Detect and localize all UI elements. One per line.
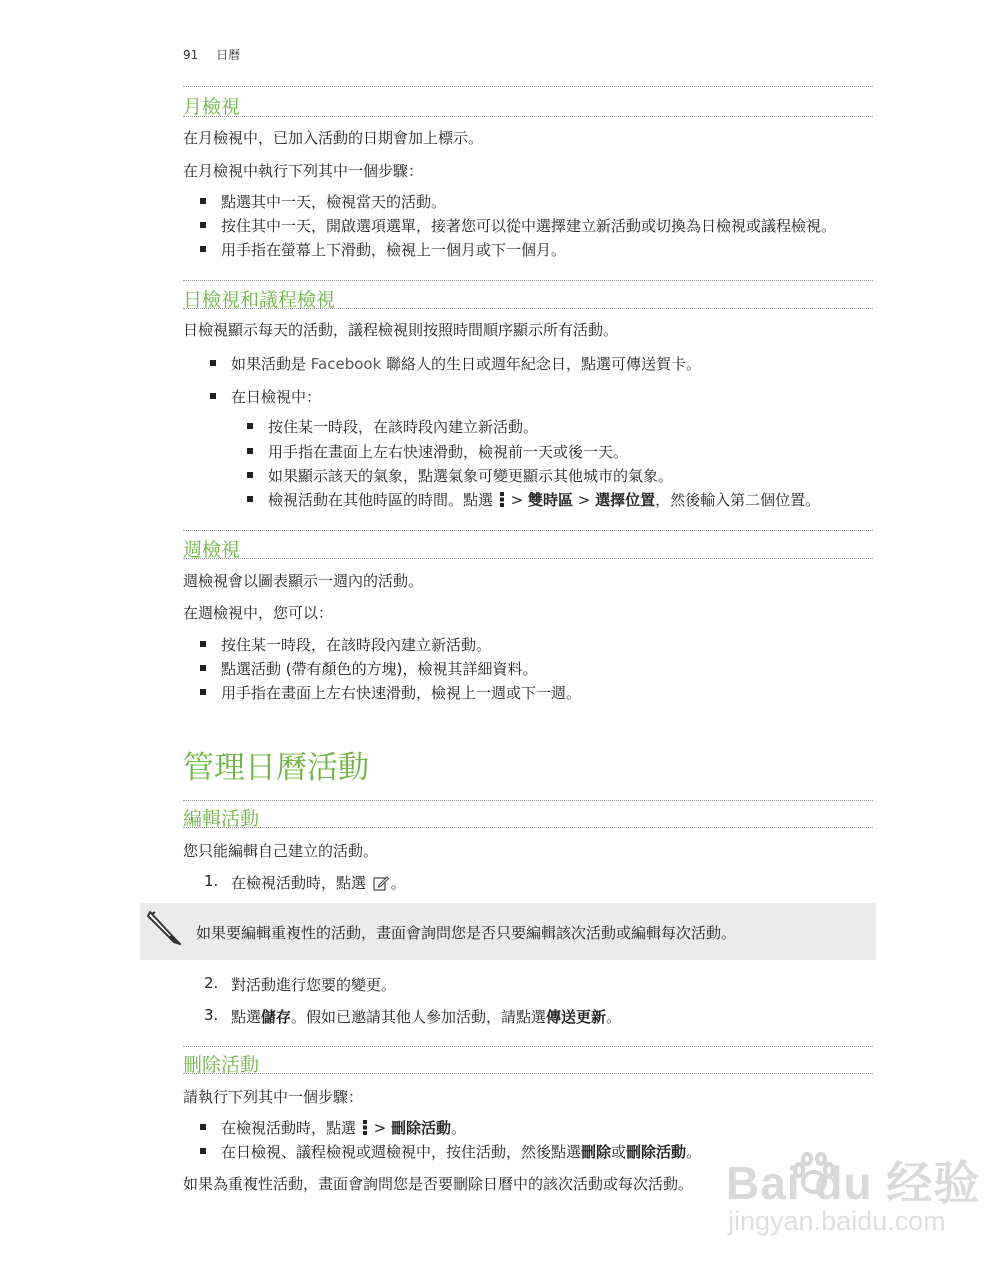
list-item: 點選活動 (帶有顏色的方塊)，檢視其詳細資料。	[221, 660, 538, 678]
separator: >	[373, 1119, 387, 1137]
text-run: 。	[686, 1143, 702, 1161]
week-view-heading: 週檢視	[183, 539, 241, 561]
text-run: 如果活動是	[231, 355, 311, 373]
watermark-logo: Bai du 经验	[726, 1157, 981, 1209]
list-item: 用手指在畫面上左右快速滑動，檢視上一週或下一週。	[221, 684, 582, 702]
section-divider	[183, 800, 873, 801]
send-update-label: 傳送更新	[546, 1008, 607, 1026]
list-item: 按住某一時段，在該時段內建立新活動。	[221, 636, 492, 654]
delete-event-label: 刪除活動	[626, 1143, 687, 1161]
menu-icon	[363, 1120, 367, 1135]
day-agenda-heading: 日檢視和議程檢視	[183, 289, 336, 311]
list-item: 按住其中一天，開啟選項選單，接著您可以從中選擇建立新活動或切換為日檢視或議程檢視。	[221, 217, 837, 235]
list-item: 在日檢視中：	[231, 388, 322, 406]
section-divider	[183, 280, 873, 281]
text-run: 在檢視活動時，點選	[221, 1119, 357, 1137]
delete-event-footer: 如果為重複性活動，畫面會詢問您是否要刪除日曆中的該次活動或每次活動。	[183, 1175, 694, 1193]
step-number: 1.	[204, 872, 219, 890]
section-divider	[183, 116, 873, 117]
step-item	[204, 974, 397, 995]
week-view-intro: 週檢視會以圖表顯示一週內的活動。	[183, 572, 424, 590]
page-header	[183, 46, 240, 63]
facebook-text: Facebook	[310, 355, 382, 373]
delete-label: 刪除	[581, 1143, 612, 1161]
sub-list-item: 如果顯示該天的氣象，點選氣象可變更顯示其他城市的氣象。	[268, 467, 674, 485]
edit-event-heading: 編輯活動	[183, 808, 260, 830]
list-item	[221, 1141, 701, 1162]
section-divider	[183, 558, 873, 559]
save-label: 儲存	[261, 1008, 292, 1026]
list-item	[231, 353, 701, 374]
month-view-heading: 月檢視	[183, 96, 241, 118]
sub-list-item	[268, 489, 820, 510]
section-divider	[183, 827, 873, 828]
list-item: 點選其中一天，檢視當天的活動。	[221, 193, 447, 211]
separator: >	[577, 491, 591, 509]
step-number: 3.	[204, 1006, 219, 1024]
text-run: 對活動進行您要的變更。	[231, 976, 397, 994]
section-divider	[183, 1073, 873, 1074]
chapter-title: 日曆	[216, 48, 241, 62]
sub-list-item: 用手指在畫面上左右快速滑動，檢視前一天或後一天。	[268, 443, 629, 461]
delete-event-label: 刪除活動	[390, 1119, 451, 1137]
text-run: 在日檢視、議程檢視或週檢視中，按住活動，然後點選	[221, 1143, 582, 1161]
menu-icon	[500, 492, 504, 507]
list-item	[221, 1117, 466, 1138]
watermark-url: jingyan.baidu.com	[728, 1206, 946, 1236]
text-run: 聯絡人的生日或週年紀念日，點選可傳送賀卡。	[381, 355, 702, 373]
dual-timezone-label: 雙時區	[527, 491, 573, 509]
text-run: 檢視活動在其他時區的時間。點選	[268, 491, 494, 509]
text-run: 。	[606, 1008, 622, 1026]
select-location-label: 選擇位置	[595, 491, 656, 509]
text-run: 點選	[231, 1008, 262, 1026]
day-agenda-intro: 日檢視顯示每天的活動，議程檢視則按照時間順序顯示所有活動。	[183, 321, 619, 339]
text-run: 。	[450, 1119, 466, 1137]
section-divider	[183, 86, 873, 87]
text-run: 在檢視活動時，點選	[231, 874, 367, 892]
sub-list-item: 按住某一時段，在該時段內建立新活動。	[268, 418, 539, 436]
manage-events-title: 管理日曆活動	[183, 750, 369, 786]
month-view-lead: 在月檢視中執行下列其中一個步驟：	[183, 162, 424, 180]
text-run: 。假如已邀請其他人參加活動，請點選	[291, 1008, 547, 1026]
week-view-lead: 在週檢視中，您可以：	[183, 604, 334, 622]
edit-icon	[373, 875, 389, 891]
delete-event-heading: 刪除活動	[183, 1054, 260, 1076]
section-divider	[183, 1046, 873, 1047]
separator: >	[510, 491, 524, 509]
step-item	[204, 1006, 622, 1027]
page-number: 91	[183, 48, 199, 62]
text-run: 。	[390, 874, 406, 892]
step-number: 2.	[204, 974, 219, 992]
month-view-intro: 在月檢視中，已加入活動的日期會加上標示。	[183, 129, 484, 147]
list-item: 用手指在螢幕上下滑動，檢視上一個月或下一個月。	[221, 241, 567, 259]
edit-event-intro: 您只能編輯自己建立的活動。	[183, 842, 379, 860]
section-divider	[183, 530, 873, 531]
note-text: 如果要編輯重複性的活動，畫面會詢問您是否只要編輯該次活動或編輯每次活動。	[196, 924, 737, 942]
delete-event-lead: 請執行下列其中一個步驟：	[183, 1088, 364, 1106]
section-divider	[183, 308, 873, 309]
text-run: 或	[611, 1143, 627, 1161]
pencil-icon	[146, 908, 184, 948]
step-item	[204, 872, 406, 893]
text-run: ，然後輸入第二個位置。	[655, 491, 821, 509]
